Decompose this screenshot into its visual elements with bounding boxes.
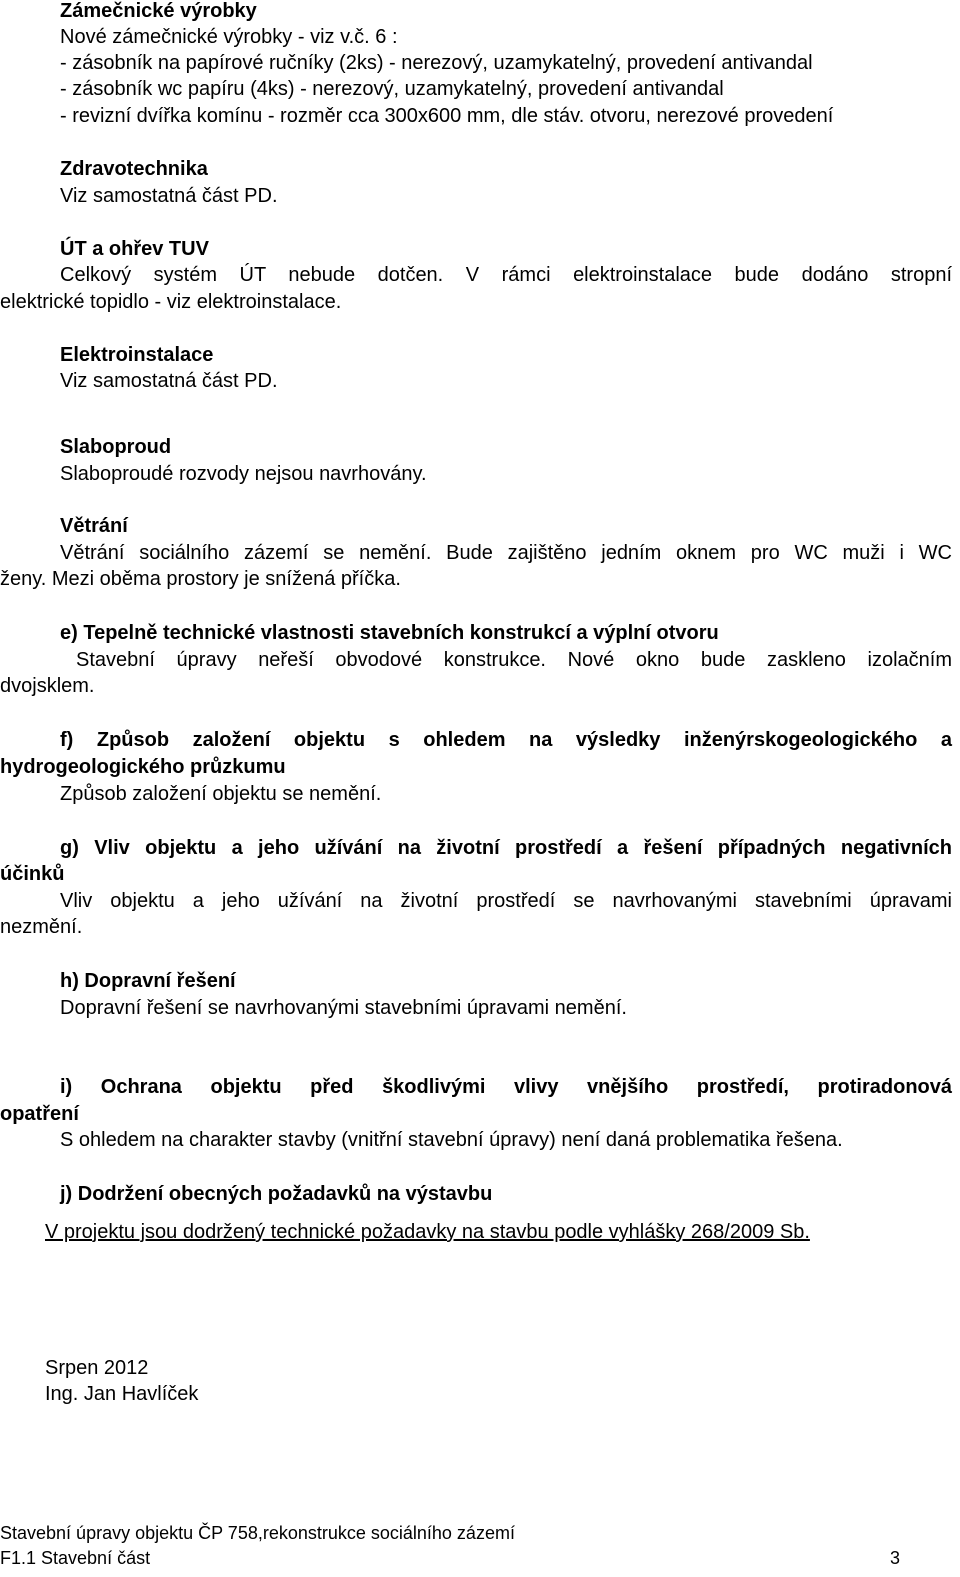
list-item: - zásobník wc papíru (4ks) - nerezový, uzamykatelný, provedení antivandal: [60, 78, 724, 100]
section-heading-i: i) Ochrana objektu před škodlivými vlivy vnějšího prostředí, protiradonová: [60, 1076, 952, 1098]
section-heading-elektro: Elektroinstalace: [60, 344, 214, 366]
paragraph-text: Slaboproudé rozvody nejsou navrhovány.: [60, 463, 427, 485]
paragraph-text: S ohledem na charakter stavby (vnitřní stavební úpravy) není daná problematika řešena.: [60, 1129, 843, 1151]
section-heading-j: j) Dodržení obecných požadavků na výstavbu: [60, 1183, 493, 1205]
paragraph-text: dvojsklem.: [0, 675, 95, 697]
footer-part: F1.1 Stavební část: [0, 1548, 151, 1568]
list-item: - revizní dvířka komínu - rozměr cca 300x600 mm, dle stáv. otvoru, nerezové provedení: [60, 105, 834, 127]
paragraph-text: Způsob založení objektu se nemění.: [60, 783, 382, 805]
paragraph-text: Větrání sociálního zázemí se nemění. Bude zajištěno jedním oknem pro WC muži i WC: [60, 542, 952, 564]
paragraph-text: Viz samostatná část PD.: [60, 185, 278, 207]
section-heading-f-cont: hydrogeologického průzkumu: [0, 756, 286, 778]
paragraph-text: Vliv objektu a jeho užívání na životní prostředí se navrhovanými stavebními úpravami: [60, 890, 952, 912]
signature-date: Srpen 2012: [45, 1357, 149, 1379]
footer-page-number: 3: [890, 1548, 901, 1568]
paragraph-text: ženy. Mezi oběma prostory je snížená příčka.: [0, 568, 401, 590]
paragraph-text: Nové zámečnické výrobky - viz v.č. 6 :: [60, 26, 398, 48]
section-heading-f: f) Způsob založení objektu s ohledem na výsledky inženýrskogeologického a: [60, 729, 952, 751]
section-heading-ut: ÚT a ohřev TUV: [60, 238, 209, 260]
paragraph-text: Viz samostatná část PD.: [60, 370, 278, 392]
paragraph-text: Celkový systém ÚT nebude dotčen. V rámci elektroinstalace bude dodáno stropní: [60, 264, 952, 286]
paragraph-text: Dopravní řešení se navrhovanými stavebními úpravami nemění.: [60, 997, 627, 1019]
section-heading-vetrani: Větrání: [60, 515, 128, 537]
list-item: - zásobník na papírové ručníky (2ks) - nerezový, uzamykatelný, provedení antivandal: [60, 52, 813, 74]
section-heading-zamecnicke: Zámečnické výrobky: [60, 0, 257, 22]
signature-author: Ing. Jan Havlíček: [45, 1383, 199, 1405]
section-heading-g: g) Vliv objektu a jeho užívání na životní prostředí a řešení případných negativních: [60, 837, 952, 859]
section-heading-h: h) Dopravní řešení: [60, 970, 236, 992]
paragraph-text: V projektu jsou dodržený technické požadavky na stavbu podle vyhlášky 268/2009 Sb.: [45, 1221, 810, 1243]
paragraph-text: Stavební úpravy neřeší obvodové konstrukce. Nové okno bude zaskleno izolačním: [76, 649, 952, 671]
section-heading-g-cont: účinků: [0, 863, 65, 885]
paragraph-text: nezmění.: [0, 916, 83, 938]
paragraph-text: elektrické topidlo - viz elektroinstalace.: [0, 291, 342, 313]
section-heading-e: e) Tepelně technické vlastnosti stavebních konstrukcí a výplní otvoru: [60, 622, 719, 644]
section-heading-slaboproud: Slaboproud: [60, 436, 172, 458]
section-heading-i-cont: opatření: [0, 1103, 79, 1125]
section-heading-zdravotechnika: Zdravotechnika: [60, 158, 208, 180]
footer-project: Stavební úpravy objektu ČP 758,rekonstrukce sociálního zázemí: [0, 1523, 515, 1543]
